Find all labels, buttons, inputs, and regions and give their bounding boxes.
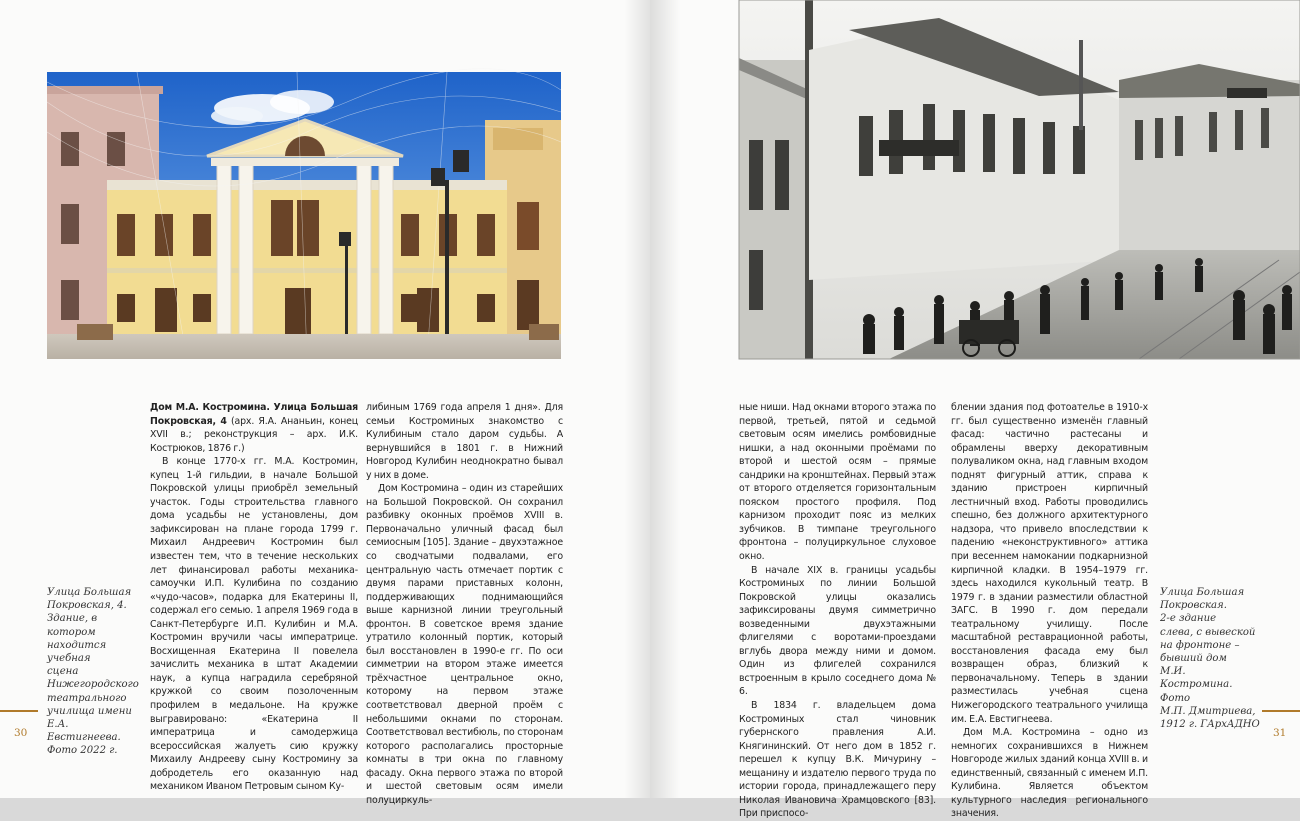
- caption-line: находится учебная: [47, 639, 107, 665]
- paragraph: либиным 1769 года апреля 1 дня». Для семьи Костроминых знакомство с Кулибиным стало даром судьбы. А вернувшийся в 1801 г. в Нижний Новгород Кулибин неоднократно бывал у них в доме.: [366, 402, 563, 481]
- caption-line: Здание, в котором: [47, 613, 98, 638]
- heading-details: (арх. Я.А. Ананьин, конец XVII в.; реконструкция – арх. И.К. Кострюков, 1876 г.): [150, 415, 358, 454]
- text-column-1: [150, 401, 358, 794]
- paragraph: ные ниши. Над окнами второго этажа по первой, третьей, пятой и седьмой световым осям имелись ромбовидные нишки, а над оконными проёмами по второй и шестой осям – прямые сандрики на кронштейнах. Первый этаж от второго отделяется горизонтальным пояском простого профиля. Под карнизом проходит пояс из мелких зубчиков. В тимпане треугольного фронтона – полуциркульное слуховое окно.: [739, 402, 936, 563]
- gutter-shadow: [650, 0, 680, 798]
- paragraph: блении здания под фотоателье в 1910-х гг. был существенно изменён главный фасад: частично растесаны и обрамлены вверху декоративным полуваликом окна, над главным входом поднят фигурный аттик, справа к зданию пристроен кирпичный лестничный вход. Работы проводились спешно, без должного архитектурного надзора, что привело впоследствии к падению «неконструктивного» аттика при весеннем намокании подкарнизной кирпичной кладки. В 1954–1979 гг. здесь находился кукольный театр. В 1979 г. в здании разместили областной ЗАГС. В 1990 г. дом передали театральному училищу. После масштабной реставрационной работы, восстановления фасада ему был возвращен образ, близкий к первоначальному. Теперь в здании разместилась учебная сцена Нижегородского театрального училища им. Е.А. Евстигнеева.: [951, 402, 1148, 725]
- paragraph: В начале XIX в. границы усадьбы Костроминых по линии Большой Покровской улицы оказались зафиксированы двумя симметрично возведенными двухэтажными флигелями с воротами-проездами вглубь двора между ними и домом. Один из флигелей сохранился встроенным в крыло соседнего дома № 6.: [739, 564, 936, 698]
- footer-rule: [1262, 710, 1300, 712]
- footer-rule: [0, 710, 38, 712]
- caption-line: Покровская.: [1160, 600, 1227, 612]
- right-photo-caption: [1160, 586, 1260, 731]
- color-photo-kostromin-house: [47, 72, 561, 359]
- text-column-4: [951, 401, 1148, 821]
- text-column-2: [366, 401, 563, 807]
- building-photo-illustration: [47, 72, 561, 359]
- caption-line: 1912 г. ГАрхАДНО: [1160, 719, 1260, 731]
- caption-line: театрального: [47, 692, 127, 704]
- paragraph: В 1834 г. владельцем дома Костроминых стал чиновник губернского правления А.И. Княгининский. От него дом в 1852 г. перешел к купцу В.К. Мичурину – мещанину и издателю первого труда по истории города, принадлежащего перу Николая Ивановича Храмцовского [83]. При приспосо-: [739, 700, 936, 820]
- caption-line: на фронтоне –: [1160, 639, 1240, 651]
- caption-line: 2-е здание: [1160, 613, 1217, 625]
- caption-line: Фото: [1160, 692, 1191, 704]
- left-page: [0, 0, 650, 806]
- heading-bold: Дом М.А. Костромина. Улица Большая Покровская, 4: [150, 402, 358, 427]
- caption-line: бывший дом: [1160, 653, 1227, 665]
- archive-photo-1912: [739, 0, 1300, 359]
- article-heading: [150, 401, 358, 455]
- caption-line: Нижегородского: [47, 679, 139, 691]
- caption-line: Е.А. Евстигнеева.: [47, 719, 121, 744]
- caption-line: сцена: [47, 666, 79, 678]
- paragraph: В конце 1770-х гг. М.А. Костромин, купец 1-й гильдии, в начале Большой Покровской улицы приобрёл земельный участок. Годы строительства главного дома усадьбы не установлены, дом зафиксирован на плане города 1799 г. Михаил Андреевич Костромин был известен тем, что в течение нескольких лет финансировал работы механика-самоучки И.П. Кулибина по созданию «чудо-часов», подарка для Екатерины II, содержал его семью. 1 апреля 1969 года в Санкт-Петербурге И.П. Кулибин и М.А. Костромин вручили часы императрице. Восхищенная Екатерина II повелела зачислить механика в штат Академии наук, а купца наградила серебряной кружкой со своим позолоченным профилем в медальоне. На кружке выгравировано: «Екатерина II императрица и самодержица всероссийская жалуеть сию кружку Михаилу Андрееву сыну Костромину за добродетель его оказанную над механиком Иваном Петровым сыном Ку-: [150, 456, 358, 793]
- caption-line: Улица Большая: [47, 587, 132, 598]
- caption-line: слева, с вывеской: [1160, 626, 1256, 638]
- left-photo-caption: [47, 586, 143, 758]
- caption-line: Улица Большая: [1160, 587, 1245, 598]
- historic-street-illustration: [739, 0, 1300, 359]
- caption-line: Фото 2022 г.: [47, 745, 118, 757]
- caption-line: М.П. Дмитриева,: [1160, 705, 1256, 717]
- paragraph: Дом М.А. Костромина – одно из немногих сохранившихся в Нижнем Новгороде жилых зданий конца XVIII в. и единственный, связанный с именем И.П. Кулибина. Является объектом культурного наследия регионального значения.: [951, 727, 1148, 820]
- gutter-shadow: [624, 0, 650, 798]
- paragraph: Дом Костромина – один из старейших на Большой Покровской. Он сохранил разбивку оконных проёмов XVIII в. Первоначально уличный фасад был семиосным [105]. Здание – двухэтажное со сводчатыми подвалами, его центральную часть отмечает портик с двумя парами приставных колонн, поддерживающих поднимающийся выше карнизной линии треугольный фронтон. В советское время здание утратило колонный портик, который был восстановлен в 1990-е гг. По оси симметрии на втором этаже имеется трёхчастное центральное окно, которому на первом этаже соответствовал дверной проём с небольшими окнами по сторонам. Соответствовал вестибюль, по сторонам которого располагались просторные комнаты в три окна по главному фасаду. Окна первого этажа по второй и шестой световым осям имели полуциркуль-: [366, 483, 563, 806]
- text-column-3: [739, 401, 936, 821]
- page-number-left: 30: [14, 727, 28, 739]
- right-page: [650, 0, 1300, 820]
- caption-line: Покровская, 4.: [47, 600, 127, 612]
- caption-line: училища имени: [47, 705, 132, 717]
- page-number-right: 31: [1273, 727, 1287, 739]
- caption-line: М.И. Костромина.: [1160, 666, 1233, 691]
